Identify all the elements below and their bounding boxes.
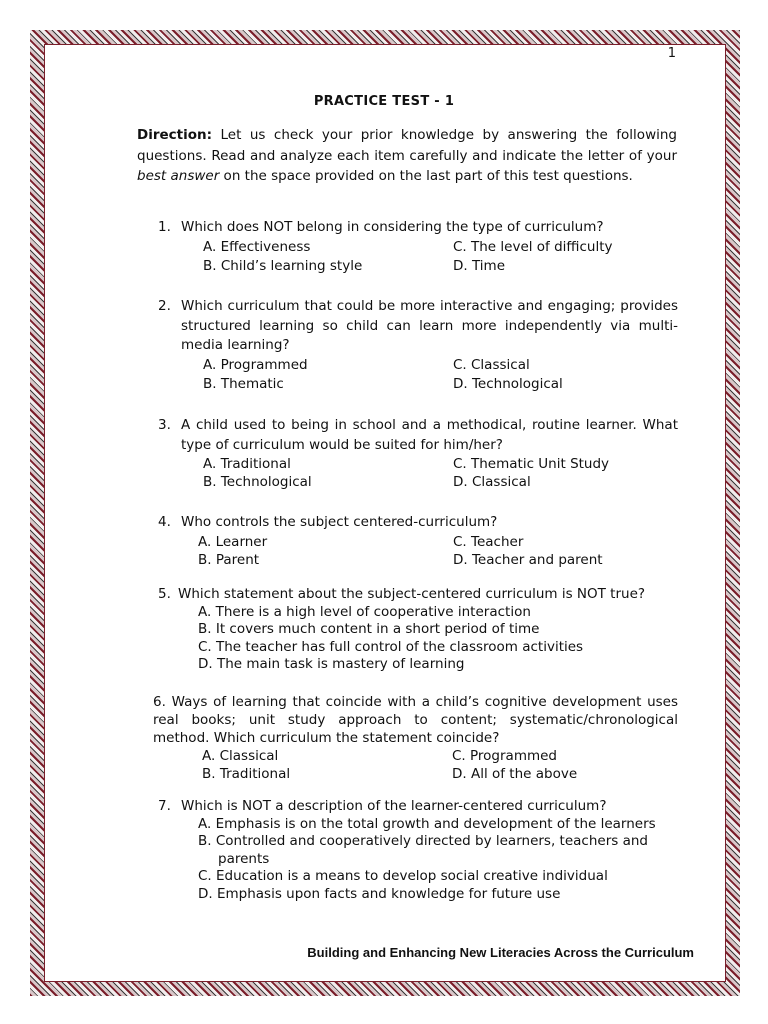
question-number: 7. bbox=[158, 798, 171, 814]
direction-paragraph bbox=[137, 125, 677, 187]
question-stem: Which does NOT belong in considering the type of curriculum? bbox=[181, 219, 604, 235]
options-grid bbox=[202, 747, 678, 783]
option-b[interactable]: B. Thematic bbox=[203, 376, 284, 392]
option-a[interactable]: A. Classical bbox=[202, 748, 279, 764]
option-a[interactable]: A. Programmed bbox=[203, 356, 308, 373]
page-title: PRACTICE TEST - 1 bbox=[313, 94, 455, 109]
question-stem: Who controls the subject centered-curriculum? bbox=[181, 514, 498, 530]
question-number: 5. bbox=[158, 586, 171, 602]
question-1 bbox=[158, 218, 678, 277]
option-c[interactable]: C. The teacher has full control of the classroom activities bbox=[198, 638, 584, 655]
options-grid bbox=[203, 356, 678, 395]
direction-emphasis: best answer bbox=[137, 168, 220, 184]
question-number: 6. bbox=[153, 694, 166, 710]
question-3 bbox=[158, 416, 678, 491]
question-2 bbox=[158, 297, 678, 395]
question-stem: Ways of learning that coincide with a child’s cognitive development uses real books; unit study approach to content; systematic/chronological method. Which curriculum the statement coincide? bbox=[153, 694, 679, 746]
option-b[interactable]: B. Controlled and cooperatively directed by learners, teachers and parents bbox=[198, 833, 648, 867]
option-b[interactable]: B. Technological bbox=[203, 474, 312, 490]
option-d[interactable]: D. Emphasis upon facts and knowledge for future use bbox=[198, 885, 561, 902]
option-d[interactable]: D. Time bbox=[453, 258, 506, 274]
footer-course-title: Building and Enhancing New Literacies Across the Curriculum bbox=[307, 945, 694, 960]
question-number: 3. bbox=[158, 417, 171, 433]
direction-label: Direction: bbox=[137, 127, 213, 143]
options-list bbox=[198, 816, 678, 904]
question-6 bbox=[153, 693, 678, 783]
question-number: 1. bbox=[158, 219, 171, 235]
question-stem: A child used to being in school and a methodical, routine learner. What type of curriculum would be suited for him/her? bbox=[181, 417, 678, 453]
option-a[interactable]: A. Learner bbox=[198, 533, 268, 550]
option-b[interactable]: B. Parent bbox=[198, 551, 260, 568]
option-b[interactable]: B. It covers much content in a short period of time bbox=[198, 621, 540, 637]
question-number: 2. bbox=[158, 298, 171, 314]
option-d[interactable]: D. Classical bbox=[453, 474, 531, 490]
question-5 bbox=[158, 586, 678, 674]
question-4 bbox=[158, 513, 678, 569]
option-d[interactable]: D. The main task is mastery of learning bbox=[198, 656, 465, 672]
option-a[interactable]: A. There is a high level of cooperative interaction bbox=[198, 603, 531, 620]
options-grid bbox=[198, 533, 678, 569]
option-c[interactable]: C. Teacher bbox=[453, 533, 524, 550]
option-c[interactable]: C. The level of difficulty bbox=[453, 238, 613, 255]
question-6-text bbox=[153, 693, 678, 747]
option-b[interactable]: B. Traditional bbox=[202, 766, 291, 782]
option-c[interactable]: C. Thematic Unit Study bbox=[453, 456, 610, 472]
option-b[interactable]: B. Child’s learning style bbox=[203, 258, 363, 274]
options-grid bbox=[203, 238, 678, 277]
question-stem: Which is NOT a description of the learner-centered curriculum? bbox=[181, 798, 607, 814]
option-a[interactable]: A. Effectiveness bbox=[203, 238, 311, 255]
direction-text-1: Let us check your prior knowledge by answering the following questions. Read and analyze each item carefully and indicate the letter of your bbox=[137, 127, 677, 164]
option-c[interactable]: C. Programmed bbox=[452, 748, 557, 764]
page-number: 1 bbox=[667, 46, 676, 61]
question-number: 4. bbox=[158, 514, 171, 530]
options-list bbox=[198, 604, 678, 674]
option-d[interactable]: D. All of the above bbox=[452, 766, 578, 782]
option-a[interactable]: A. Traditional bbox=[203, 456, 291, 472]
question-7 bbox=[158, 798, 678, 903]
option-c[interactable]: C. Education is a means to develop social creative individual bbox=[198, 868, 608, 884]
question-stem: Which curriculum that could be more interactive and engaging; provides structured learning so child can learn more independently via multi-media learning? bbox=[181, 298, 678, 353]
options-grid bbox=[203, 455, 678, 491]
question-stem: Which statement about the subject-centered curriculum is NOT true? bbox=[178, 586, 646, 602]
direction-text-2: on the space provided on the last part of this test questions. bbox=[219, 168, 633, 184]
option-d[interactable]: D. Teacher and parent bbox=[453, 551, 603, 568]
option-a[interactable]: A. Emphasis is on the total growth and development of the learners bbox=[198, 815, 656, 832]
option-c[interactable]: C. Classical bbox=[453, 356, 530, 373]
option-d[interactable]: D. Technological bbox=[453, 376, 563, 392]
